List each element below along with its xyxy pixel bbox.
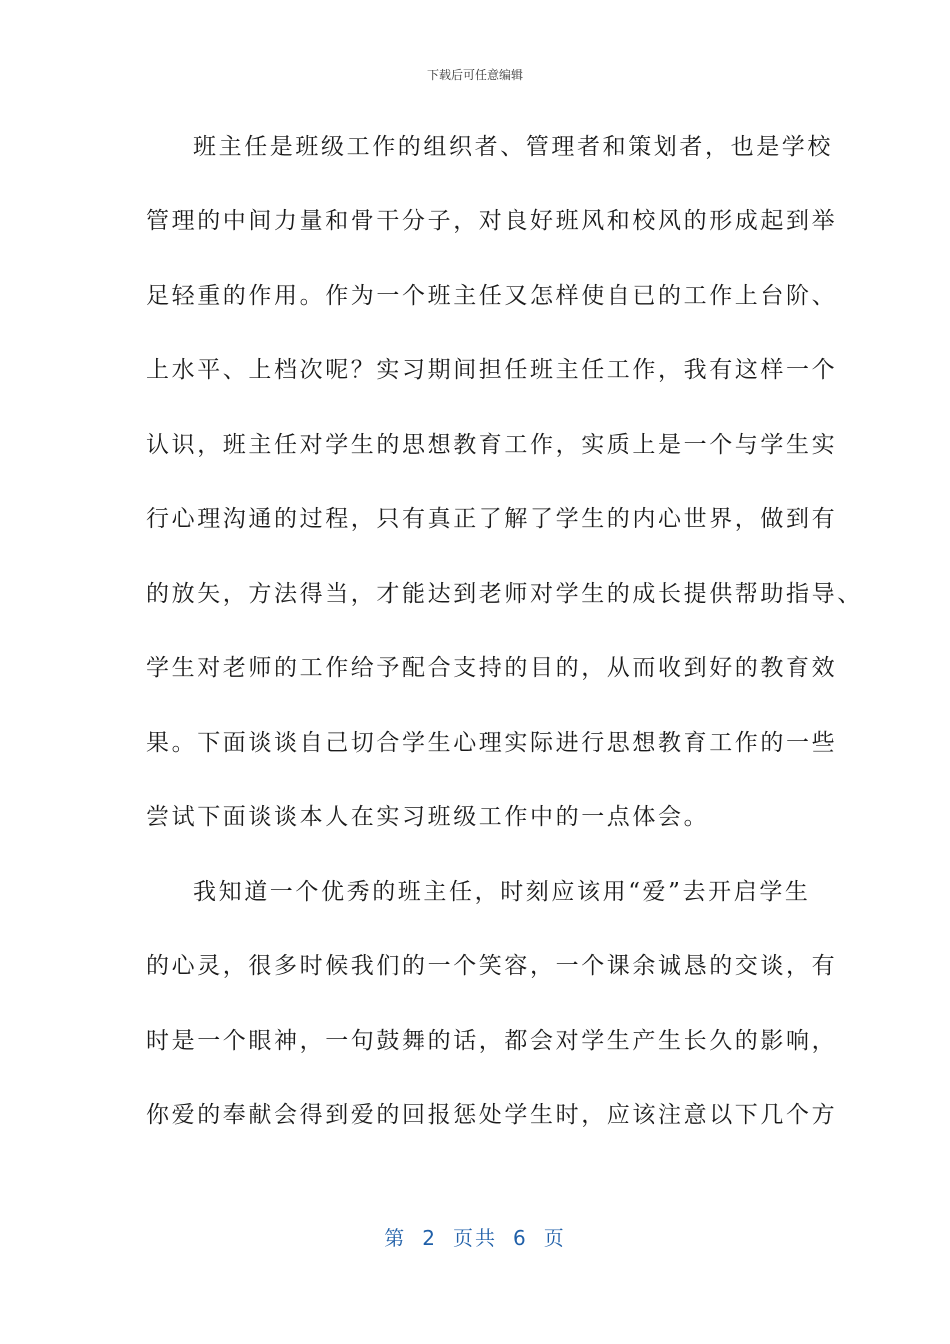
total-page-number: 6 <box>513 1226 528 1250</box>
paragraph-1-line-4: 上水平、上档次呢？实习期间担任班主任工作，我有这样一个 <box>146 357 838 383</box>
page-prefix: 第 <box>384 1226 407 1250</box>
paragraph-2-line-3: 时是一个眼神，一句鼓舞的话，都会对学生产生长久的影响， <box>146 1028 838 1054</box>
paragraph-1-line-5: 认识，班主任对学生的思想教育工作，实质上是一个与学生实 <box>146 432 838 458</box>
paragraph-1-line-1: 班主任是班级工作的组织者、管理者和策划者，也是学校 <box>193 134 833 160</box>
current-page-number: 2 <box>422 1226 437 1250</box>
page-number-footer <box>0 1224 950 1252</box>
paragraph-1-line-3: 足轻重的作用。作为一个班主任又怎样使自已的工作上台阶、 <box>146 283 838 309</box>
paragraph-2-line-4: 你爱的奉献会得到爱的回报惩处学生时，应该注意以下几个方 <box>146 1102 838 1128</box>
paragraph-1-line-6: 行心理沟通的过程，只有真正了解了学生的内心世界，做到有 <box>146 506 838 532</box>
page-middle-text: 页共 <box>453 1226 497 1250</box>
paragraph-1-line-9: 果。下面谈谈自己切合学生心理实际进行思想教育工作的一些 <box>146 730 838 756</box>
paragraph-2-line-2: 的心灵，很多时候我们的一个笑容，一个课余诚恳的交谈，有 <box>146 953 838 979</box>
paragraph-1-line-7: 的放矢，方法得当，才能达到老师对学生的成长提供帮助指导、 <box>146 581 863 607</box>
page-suffix: 页 <box>543 1226 566 1250</box>
paragraph-1-line-10: 尝试下面谈谈本人在实习班级工作中的一点体会。 <box>146 804 710 830</box>
page-header-note: 下载后可任意编辑 <box>426 68 523 82</box>
paragraph-2-line-1: 我知道一个优秀的班主任，时刻应该用“爱”去开启学生 <box>193 879 811 905</box>
paragraph-1-line-2: 管理的中间力量和骨干分子，对良好班风和校风的形成起到举 <box>146 208 838 234</box>
paragraph-1-line-8: 学生对老师的工作给予配合支持的目的，从而收到好的教育效 <box>146 655 838 681</box>
